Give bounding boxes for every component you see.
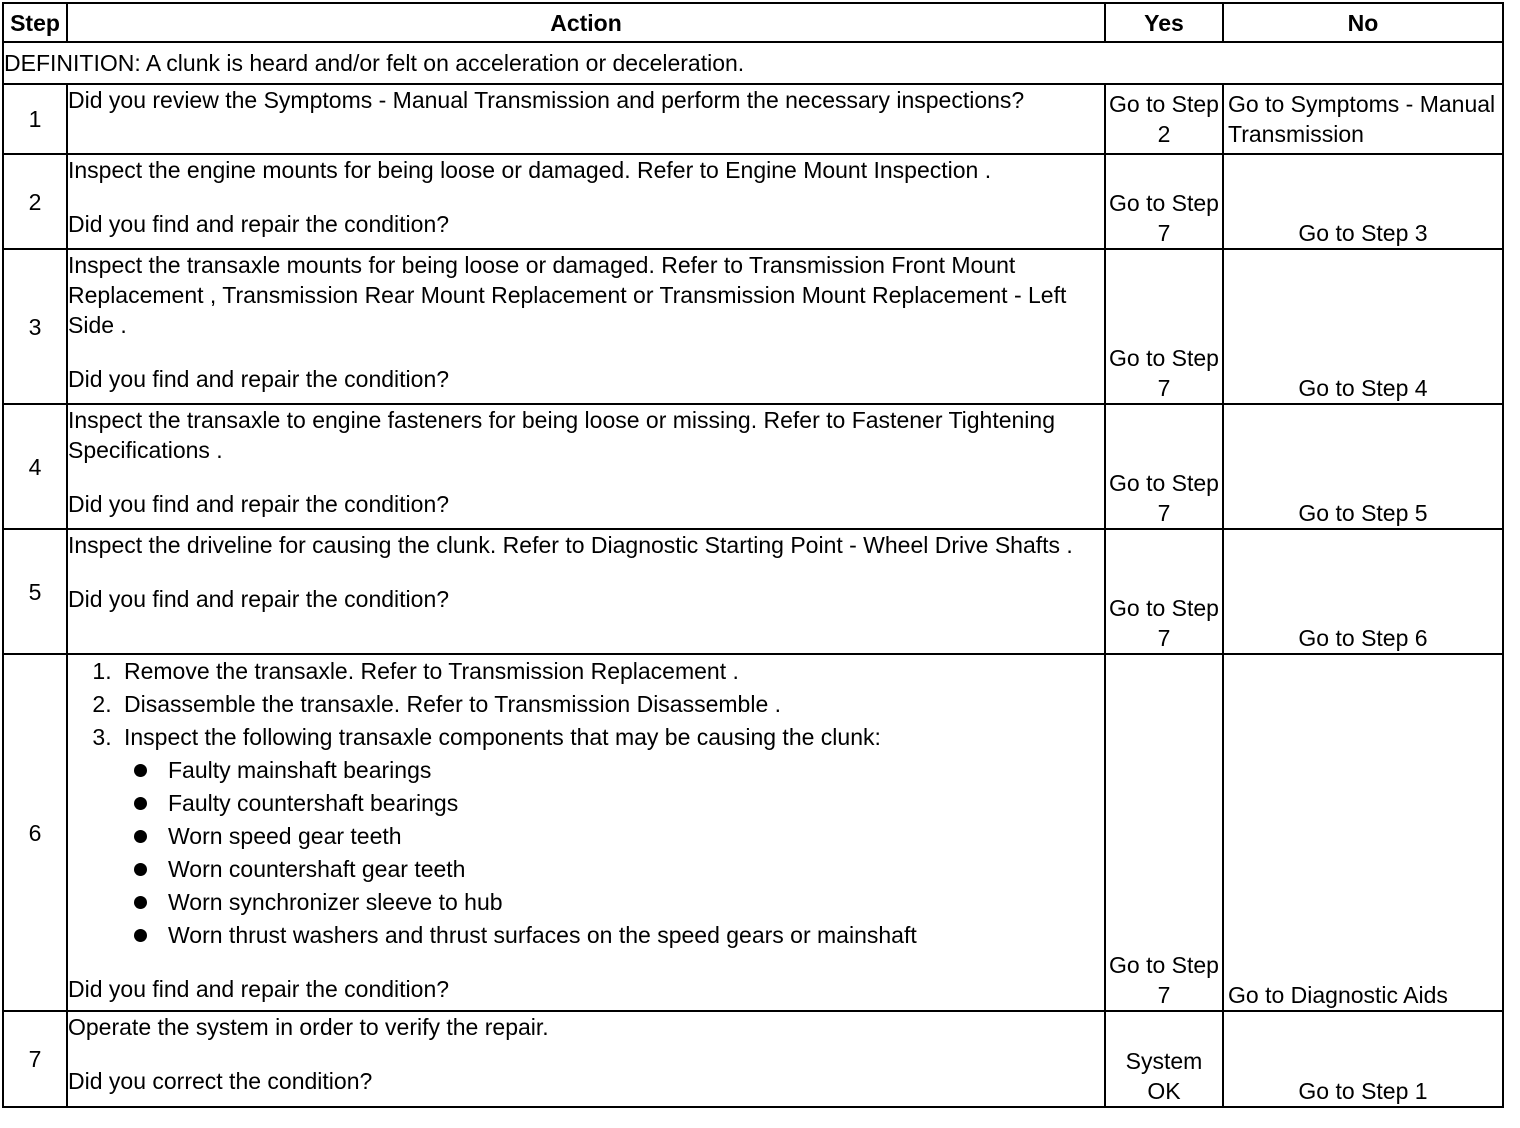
list-item-text: Faulty mainshaft bearings	[168, 757, 432, 783]
action-text	[67, 654, 1105, 1011]
list-item-text: Worn thrust washers and thrust surfaces on the speed gears or mainshaft	[168, 922, 917, 948]
action-question: Did you find and repair the condition?	[68, 366, 450, 392]
yes-cell: Go to Step 7	[1105, 529, 1223, 654]
list-item	[134, 886, 1104, 919]
yes-cell: Go to Step 7	[1105, 404, 1223, 529]
action-instruction: Did you review the Symptoms - Manual Transmission and perform the necessary inspections?	[68, 87, 1025, 113]
step-number: 4	[3, 404, 67, 529]
table-row	[3, 84, 1503, 154]
table-row	[3, 529, 1503, 654]
table-row	[3, 249, 1503, 404]
table-row	[3, 154, 1503, 249]
list-item	[134, 787, 1104, 820]
list-item-text: Faulty countershaft bearings	[168, 790, 459, 816]
step-number: 6	[3, 654, 67, 1011]
bullet-icon	[134, 896, 147, 909]
definition-row	[3, 42, 1503, 84]
action-text	[67, 529, 1105, 654]
yes-cell: Go to Step 7	[1105, 154, 1223, 249]
list-item-text: Worn countershaft gear teeth	[168, 856, 466, 882]
table-row	[3, 1011, 1503, 1107]
yes-cell: Go to Step 2	[1105, 84, 1223, 154]
action-instruction: Inspect the transaxle mounts for being loose or damaged. Refer to Transmission Front Mount Replacement , Transmission Rear Mount Replacement or Transmission Mount Replacement - Left Side .	[68, 252, 1067, 338]
list-item-text: Worn synchronizer sleeve to hub	[168, 889, 503, 915]
list-item	[134, 820, 1104, 853]
yes-cell: Go to Step 7	[1105, 249, 1223, 404]
header-step: Step	[3, 3, 67, 42]
action-question: Did you find and repair the condition?	[68, 976, 450, 1002]
header-row	[3, 3, 1503, 42]
action-text	[67, 1011, 1105, 1107]
action-question: Did you find and repair the condition?	[68, 586, 450, 612]
no-cell: Go to Step 6	[1223, 529, 1503, 654]
action-instruction: Operate the system in order to verify the repair.	[68, 1014, 549, 1040]
no-cell: Go to Step 4	[1223, 249, 1503, 404]
action-question: Did you find and repair the condition?	[68, 211, 450, 237]
table-row	[3, 404, 1503, 529]
bullet-icon	[134, 764, 147, 777]
no-cell: Go to Symptoms - Manual Transmission	[1223, 84, 1503, 154]
header-action: Action	[67, 3, 1105, 42]
list-item-text: Worn speed gear teeth	[168, 823, 402, 849]
no-cell: Go to Step 3	[1223, 154, 1503, 249]
yes-cell: System OK	[1105, 1011, 1223, 1107]
list-item	[134, 853, 1104, 886]
action-text	[67, 84, 1105, 154]
bullet-icon	[134, 929, 147, 942]
substep-item	[118, 721, 1104, 754]
header-yes: Yes	[1105, 3, 1223, 42]
bullet-icon	[134, 830, 147, 843]
no-cell: Go to Step 1	[1223, 1011, 1503, 1107]
step-number: 2	[3, 154, 67, 249]
action-instruction: Inspect the transaxle to engine fasteners for being loose or missing. Refer to Fastener Tightening Specifications .	[68, 407, 1056, 463]
header-no: No	[1223, 3, 1503, 42]
action-text	[67, 404, 1105, 529]
action-question: Did you correct the condition?	[68, 1068, 373, 1094]
step-number: 1	[3, 84, 67, 154]
action-instruction: Inspect the driveline for causing the clunk. Refer to Diagnostic Starting Point - Wheel Drive Shafts .	[68, 532, 1073, 558]
definition-text: DEFINITION: A clunk is heard and/or felt on acceleration or deceleration.	[3, 42, 1503, 84]
step-number: 7	[3, 1011, 67, 1107]
substep-text: Inspect the following transaxle components that may be causing the clunk:	[124, 724, 881, 750]
yes-cell: Go to Step 7	[1105, 654, 1223, 1011]
list-item	[134, 919, 1104, 952]
no-cell: Go to Step 5	[1223, 404, 1503, 529]
step-number: 5	[3, 529, 67, 654]
bullet-icon	[134, 797, 147, 810]
no-cell: Go to Diagnostic Aids	[1223, 654, 1503, 1011]
action-instruction: Inspect the engine mounts for being loose or damaged. Refer to Engine Mount Inspection .	[68, 157, 992, 183]
diagnostic-table	[2, 2, 1504, 1108]
substep-list	[68, 655, 1104, 754]
table-row	[3, 654, 1503, 1011]
action-text	[67, 154, 1105, 249]
step-number: 3	[3, 249, 67, 404]
action-question: Did you find and repair the condition?	[68, 491, 450, 517]
list-item	[134, 754, 1104, 787]
bullet-icon	[134, 863, 147, 876]
substep-item: 1. Remove the transaxle. Refer to Transmission Replacement .	[118, 655, 1104, 688]
component-list	[118, 754, 1104, 952]
substep-item: 2. Disassemble the transaxle. Refer to Transmission Disassemble .	[118, 688, 1104, 721]
action-text	[67, 249, 1105, 404]
